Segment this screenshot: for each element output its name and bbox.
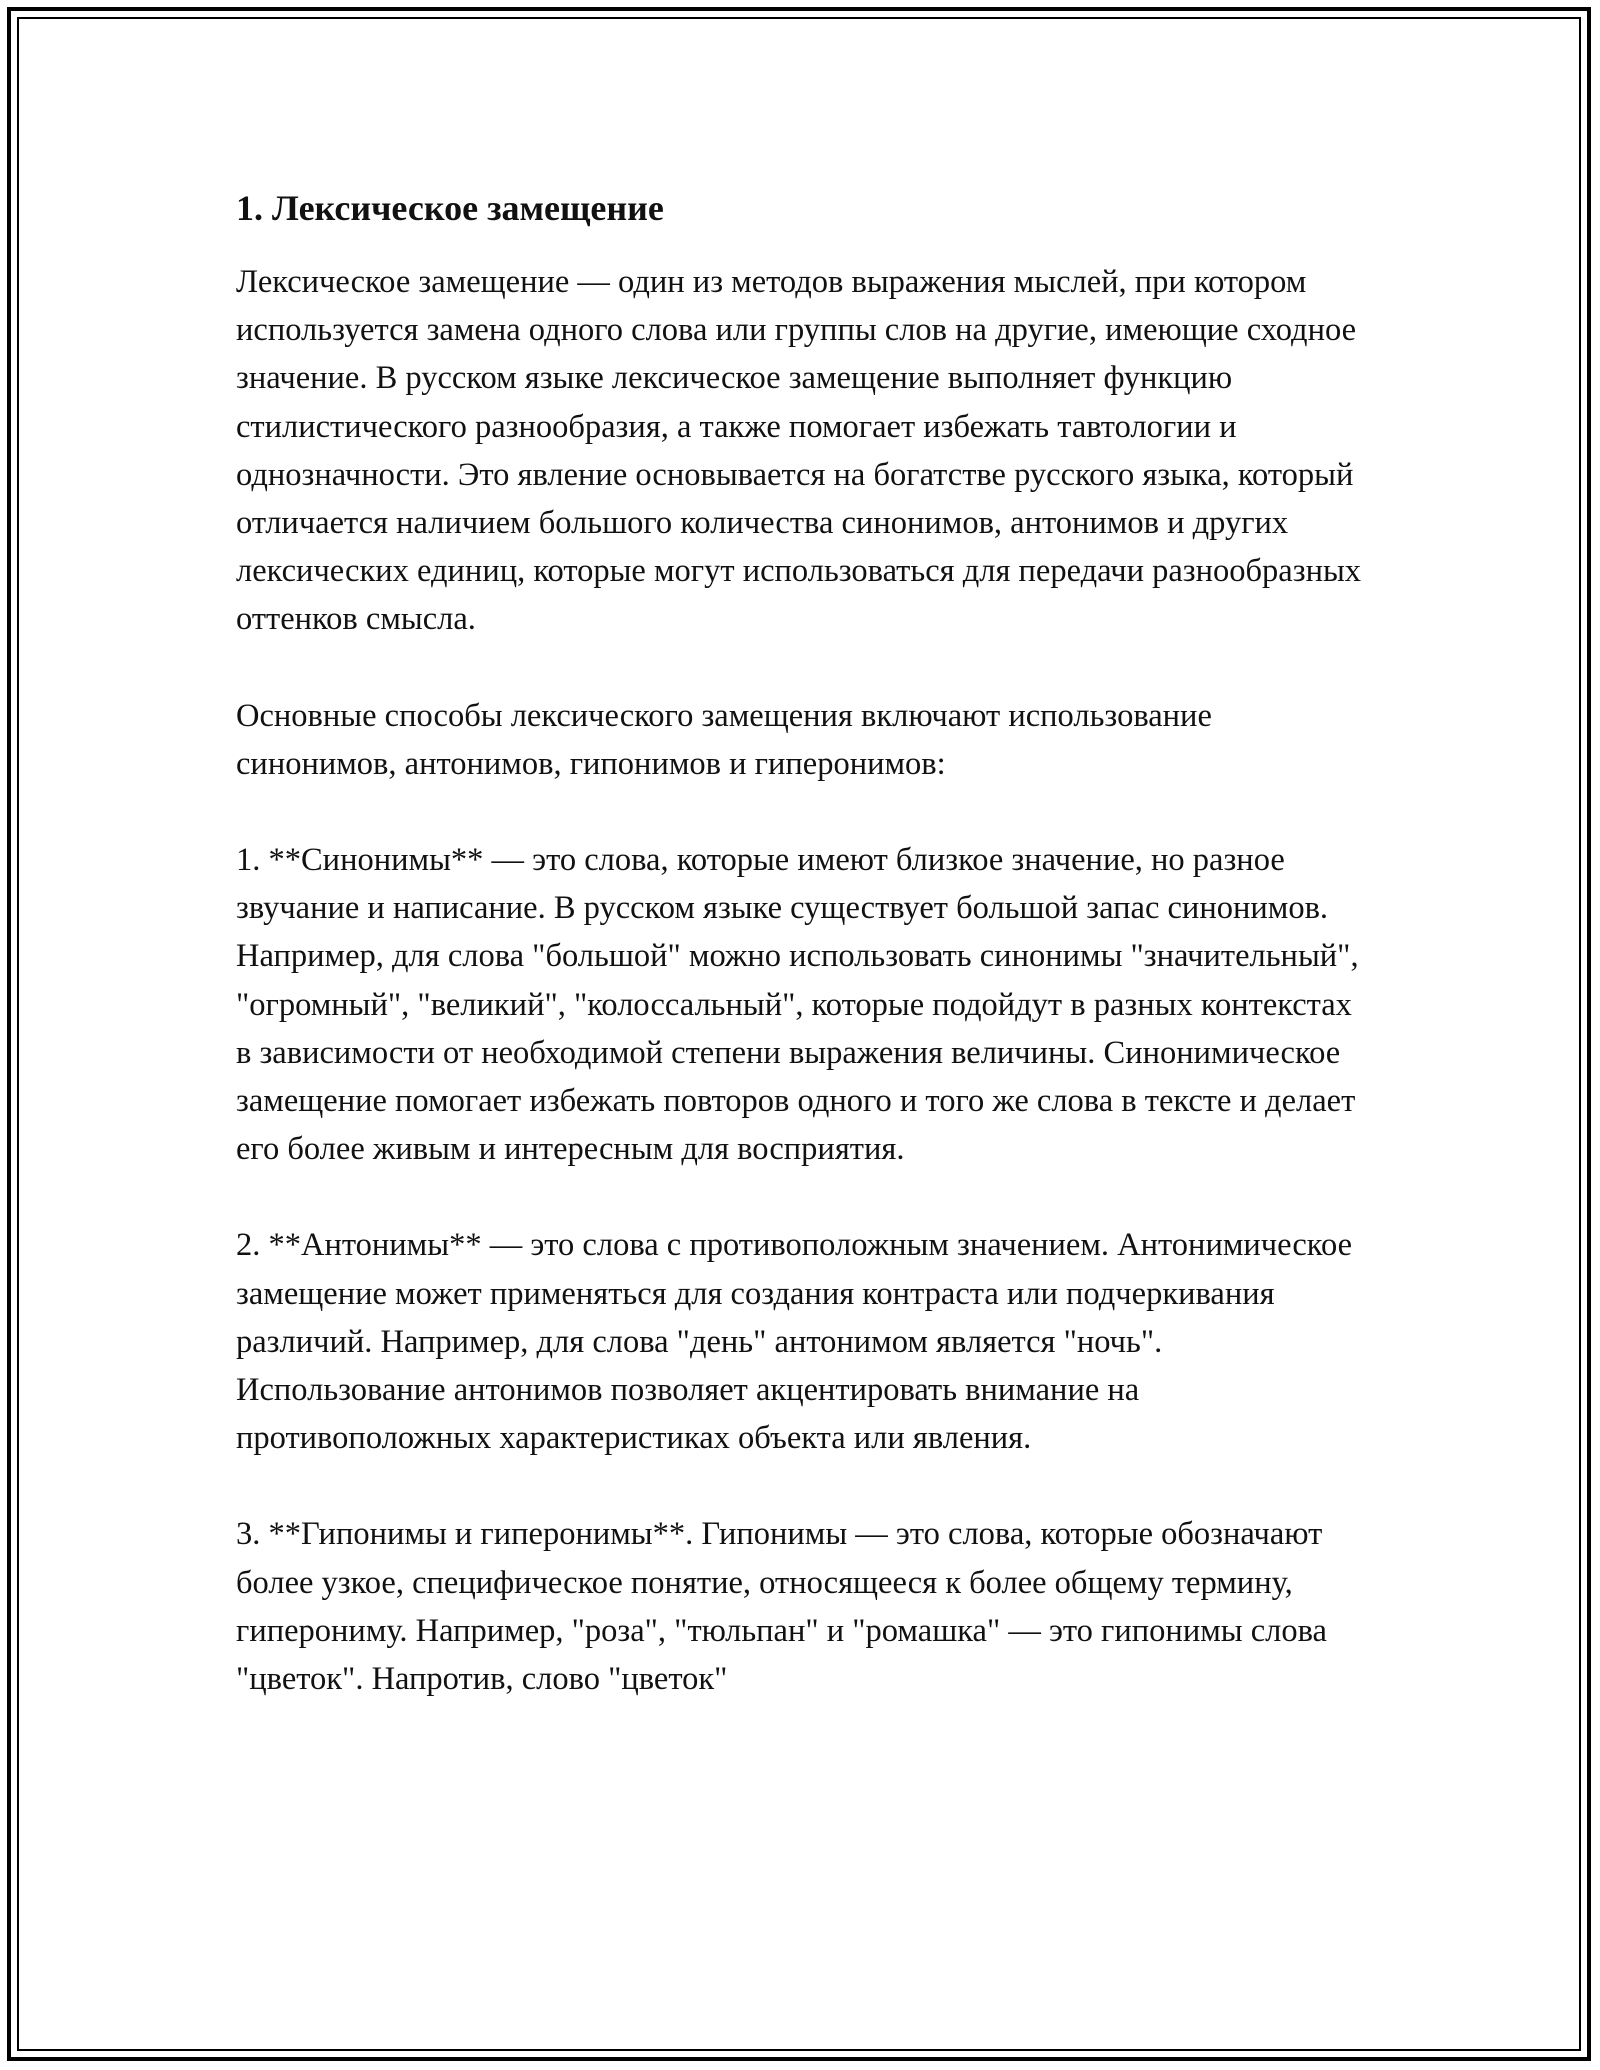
- paragraph-hyponyms: 3. **Гипонимы и гиперонимы**. Гипонимы — это слова, которые обозначают более узкое, специфическое понятие, относящееся к более общему термину, гиперониму. Например, "роза", "тюльпан" и "ромашка" — это гипонимы слова "цветок". Напротив, слово "цветок": [236, 1516, 1327, 1698]
- document-body: [236, 184, 1366, 1751]
- paragraph-intro: Лексическое замещение — один из методов выражения мыслей, при котором используется замена одного слова или группы слов на другие, имеющие сходное значение. В русском языке лексическое замещение выполняет функцию стилистического разнообразия, а также помогает избежать тавтологии и однозначности. Это явление основывается на богатстве русского языка, который отличается наличием большого количества синонимов, антонимов и других лексических единиц, которые могут использоваться для передачи разнообразных оттенков смысла.: [236, 264, 1362, 638]
- paragraph-methods: Основные способы лексического замещения включают использование синонимов, антонимов, гипонимов и гиперонимов:: [236, 697, 1212, 782]
- paragraph-synonyms: 1. **Синонимы** — это слова, которые имеют близкое значение, но разное звучание и написание. В русском языке существует большой запас синонимов. Например, для слова "большой" можно использовать синонимы "значительный", "огромный", "великий", "колоссальный", которые подойдут в разных контекстах в зависимости от необходимой степени выражения величины. Синонимическое замещение помогает избежать повторов одного и того же слова в тексте и делает его более живым и интересным для восприятия.: [236, 842, 1359, 1168]
- paragraph-antonyms: 2. **Антонимы** — это слова с противоположным значением. Антонимическое замещение может применяться для создания контраста или подчеркивания различий. Например, для слова "день" антонимом является "ночь". Использование антонимов позволяет акцентировать внимание на противоположных характеристиках объекта или явления.: [236, 1227, 1353, 1457]
- section-heading: 1. Лексическое замещение: [236, 188, 664, 228]
